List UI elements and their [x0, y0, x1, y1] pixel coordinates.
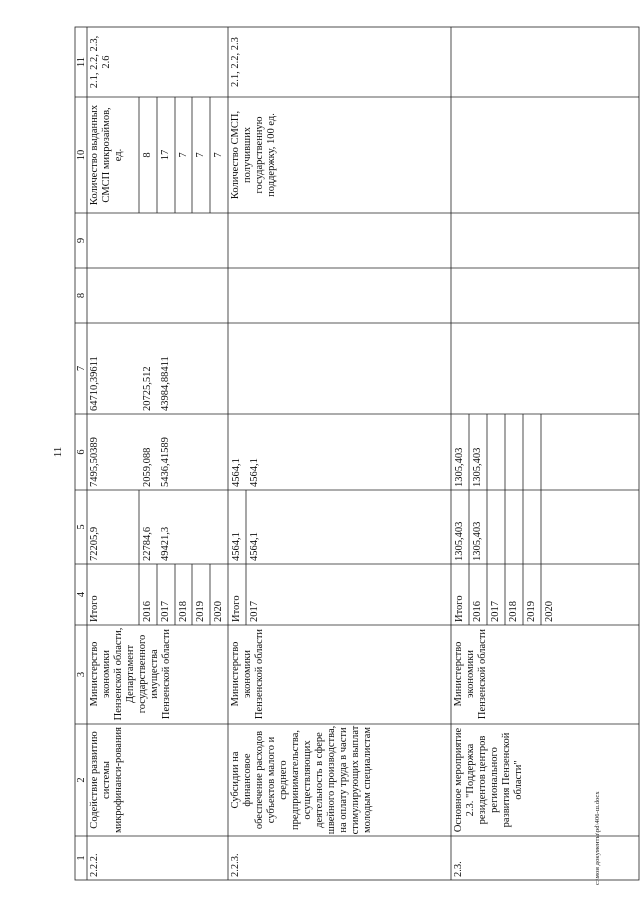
- amount-col7: 43984,88411: [160, 356, 171, 411]
- year-label: Итого: [231, 595, 242, 622]
- amount-col6: 5436,41589: [160, 437, 171, 487]
- file-path-footer: с:\мои документы\pd\406-ш.docx: [594, 791, 601, 885]
- measure-name: Содействие развитию системы микрофинанси-рования: [89, 726, 124, 833]
- indicator-value: 17: [160, 149, 171, 161]
- amount-col5: 49421,3: [160, 526, 171, 561]
- year-label: 2017: [160, 601, 171, 622]
- amount-col5: 22784,6: [142, 526, 153, 561]
- col-header-4: 4: [76, 591, 87, 598]
- row-number: 2.2.3.: [230, 853, 241, 877]
- col-header-10: 10: [76, 149, 87, 161]
- col-header-6: 6: [76, 449, 87, 455]
- amount-col6: 2059,088: [142, 447, 153, 487]
- amount-col5: 1305,403: [472, 521, 483, 561]
- year-label: 2020: [213, 601, 224, 622]
- executor: Министерство экономики Пензенской области, Департамент государственного имущества Пензенской области: [89, 627, 172, 721]
- amount-col5: 72205,9: [89, 526, 100, 561]
- amount-col7: 64710,39611: [89, 356, 100, 411]
- amount-col5: 4564,1: [231, 532, 242, 561]
- year-label: 2018: [508, 601, 519, 622]
- amount-col6: 4564,1: [231, 458, 242, 487]
- indicator-text: Количество СМСП, получивших государственную поддержку, 100 ед.: [230, 110, 277, 200]
- col-header-7: 7: [76, 365, 87, 372]
- page-number: 11: [52, 446, 64, 458]
- amount-col6: 1305,403: [454, 447, 465, 487]
- task-numbers: 2.1, 2.2, 2.3, 2.6: [89, 35, 112, 89]
- executor: Министерство экономики Пензенской области: [230, 628, 265, 720]
- indicator-value: 8: [142, 152, 153, 158]
- col-header-9: 9: [76, 237, 87, 244]
- year-label: 2016: [472, 601, 483, 622]
- year-label: Итого: [454, 595, 465, 622]
- indicator-value: 7: [195, 152, 206, 158]
- indicator-text: Количество выданных СМСП микрозаймов, ед.: [89, 104, 124, 206]
- year-label: 2017: [249, 601, 260, 622]
- amount-col5: 4564,1: [249, 532, 260, 561]
- year-label: 2016: [142, 601, 153, 622]
- col-header-8: 8: [76, 292, 87, 299]
- col-header-1: 1: [76, 855, 87, 861]
- year-label: 2019: [526, 601, 537, 622]
- col-header-3: 3: [76, 671, 87, 678]
- measure-name: Основное мероприятие 2.3. "Поддержка резидентов центров регионального развития Пензенской области": [453, 727, 524, 833]
- year-label: 2019: [195, 601, 206, 622]
- measure-name: Субсидии на финансовое обеспечение расходов субъектов малого и среднего предпринимательства, осуществляющих деятельность в сфере швейного производства, на оплату труда в части стимулирующих выплат молодым специалистам: [230, 725, 373, 835]
- indicator-value: 7: [213, 152, 224, 158]
- amount-col6: 4564,1: [249, 458, 260, 487]
- indicator-value: 7: [178, 152, 189, 158]
- year-label: 2017: [490, 601, 501, 622]
- amount-col6: 1305,403: [472, 447, 483, 487]
- year-label: 2018: [178, 601, 189, 622]
- col-header-11: 11: [76, 56, 87, 68]
- executor: Министерство экономики Пензенской области: [453, 628, 488, 720]
- amount-col5: 1305,403: [454, 521, 465, 561]
- year-label: 2020: [544, 601, 555, 622]
- task-numbers: 2.1, 2.2, 2.3: [230, 37, 241, 87]
- col-header-5: 5: [76, 524, 87, 530]
- amount-col6: 7495,50389: [89, 437, 100, 487]
- row-number: 2.2.2.: [89, 853, 100, 877]
- row-number: 2.3.: [453, 861, 464, 877]
- year-label: Итого: [89, 595, 100, 622]
- col-header-2: 2: [76, 777, 87, 783]
- amount-col7: 20725,512: [142, 366, 153, 411]
